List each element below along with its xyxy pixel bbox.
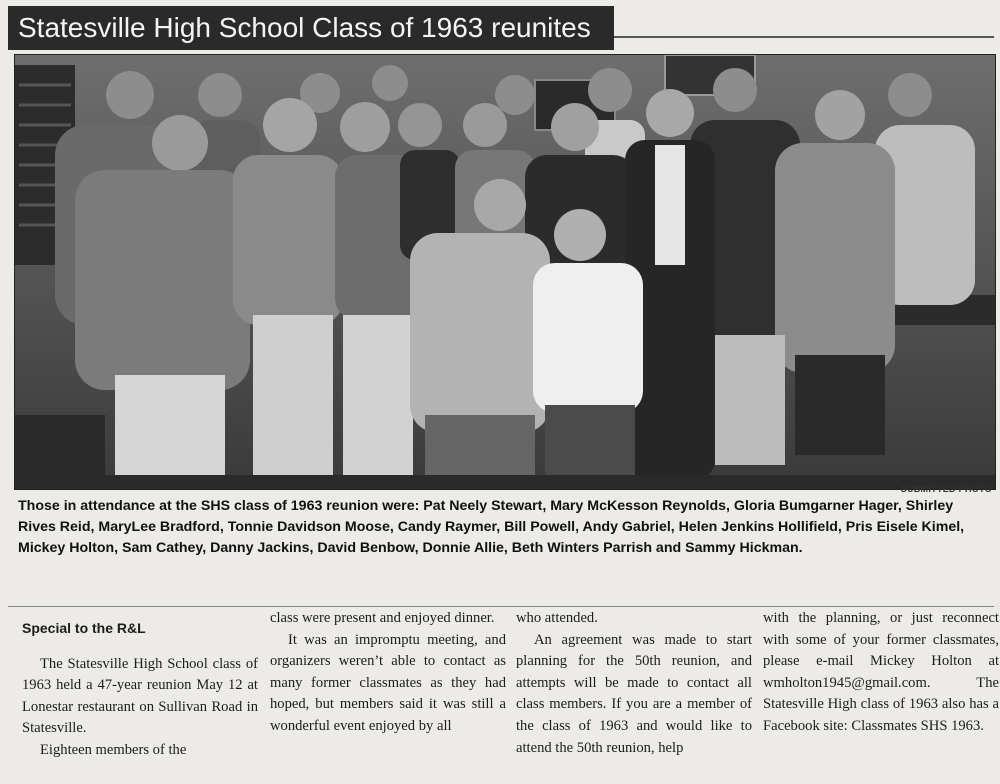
photo-credit: SUBMITTED PHOTO bbox=[900, 484, 992, 494]
article-column-2 bbox=[270, 608, 506, 738]
headline: Statesville High School Class of 1963 reunites bbox=[8, 6, 614, 50]
article-column-3 bbox=[516, 608, 752, 759]
article-column-1 bbox=[22, 608, 258, 762]
article-paragraph: The Statesville High School class of 1963 held a 47-year reunion May 12 at Lonestar restaurant on Sullivan Road in Statesville. bbox=[22, 655, 258, 737]
caption-divider bbox=[8, 606, 994, 607]
article-paragraph: who attended. bbox=[516, 610, 598, 626]
group-photo bbox=[14, 54, 996, 490]
group-photo-icon bbox=[15, 55, 995, 489]
article-paragraph: Eighteen members of the bbox=[40, 741, 187, 758]
photo-caption: Those in attendance at the SHS class of 1963 reunion were: Pat Neely Stewart, Mary McKesson Reynolds, Gloria Bumgarner Hager, Shirley Rives Reid, MaryLee Bradford, Tonnie Davidson Moose, Candy Raymer, Bill Powell, Andy Gabriel, Helen Jenkins Hollifield, Pris Eisele Kimel, Mickey Holton, Sam Cathey, Danny Jackins, David Benbow, Donnie Allie, Beth Winters Parrish and Sammy Hickman. bbox=[18, 498, 965, 556]
byline: Special to the R&L bbox=[22, 620, 146, 636]
article-paragraph: It was an impromptu meeting, and organizers weren’t able to contact as many former classmates as they had hoped, but members said it was still a wonderful event enjoyed by all bbox=[270, 631, 506, 734]
article-column-4 bbox=[763, 608, 999, 738]
article-paragraph: with the planning, or just reconnect with some of your former classmates, please e-mail Mickey Holton at wmholton1945@gmail.com. The Statesville High class of 1963 also has a Facebook site: Classmates SHS 1963. bbox=[763, 610, 999, 734]
article-paragraph: class were present and enjoyed dinner. bbox=[270, 610, 495, 626]
headline-rule bbox=[614, 36, 994, 38]
article-paragraph: An agreement was made to start planning for the 50th reunion, and attempts will be made to contact all class members. If you are a member of the class of 1963 and would like to attend the 50th reunion, help bbox=[516, 631, 752, 756]
